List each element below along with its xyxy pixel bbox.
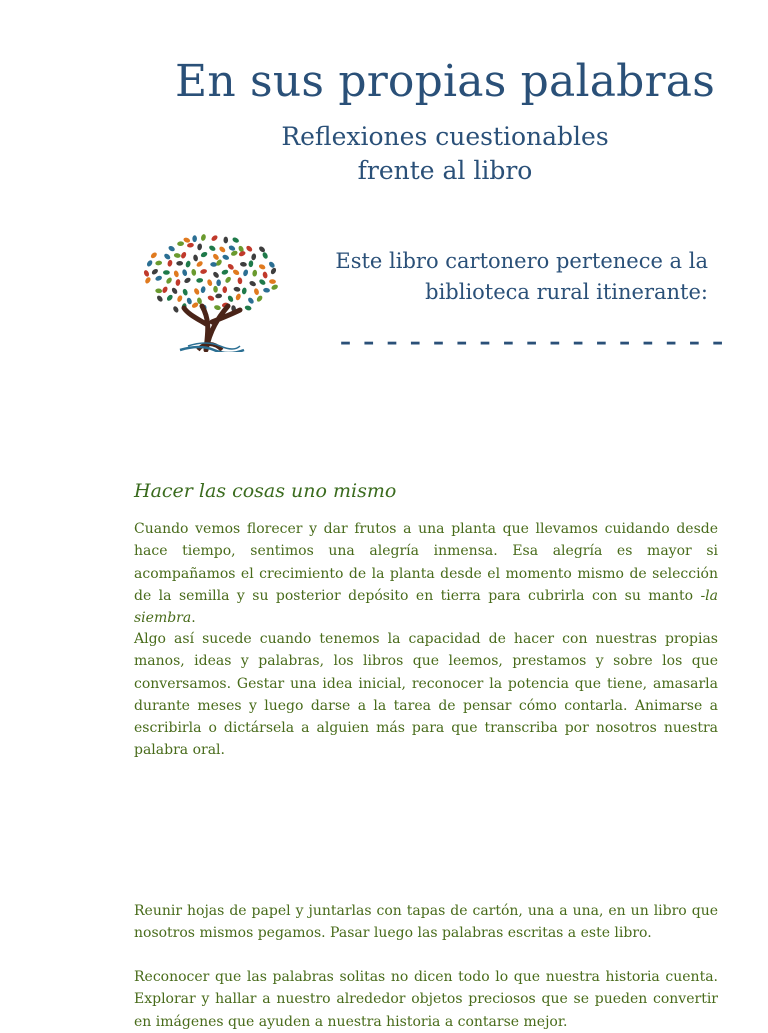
hand-leaf — [156, 295, 164, 303]
hand-leaf — [228, 245, 236, 252]
hand-leaf — [214, 304, 222, 310]
paragraph-3: Reunir hojas de papel y juntarlas con tapas de cartón, una a una, en un libro que nosotros mismos pegamos. Pasar luego las palabras escritas a este libro. — [134, 903, 718, 942]
paragraph-1-end: . — [191, 610, 196, 627]
hand-leaf — [271, 284, 279, 291]
hand-leaf — [207, 295, 215, 302]
hand-leaf — [224, 276, 232, 284]
hand-leaf — [227, 295, 235, 303]
hand-leaf — [180, 251, 187, 259]
ownership-line-2: biblioteca rural itinerante: — [425, 280, 708, 304]
hand-leaf — [191, 269, 197, 276]
subtitle-line-1: Reflexiones cuestionables — [281, 122, 609, 151]
hand-leaf — [232, 269, 240, 277]
hand-leaf — [167, 259, 173, 267]
hand-leaf — [262, 271, 268, 279]
hand-leaf — [213, 286, 218, 293]
hand-leaf — [155, 275, 163, 282]
hand-leaf — [218, 245, 226, 253]
hand-leaf — [163, 253, 171, 261]
hand-leaf — [193, 287, 200, 295]
hand-leaf — [200, 234, 206, 242]
hand-leaf — [182, 269, 188, 277]
subtitle-line-2: frente al libro — [357, 156, 533, 185]
hand-leaf — [222, 254, 230, 261]
hand-leaf — [232, 236, 240, 243]
hand-leaf — [252, 270, 257, 277]
hand-leaf — [245, 245, 253, 253]
hand-leaf — [144, 276, 152, 284]
hand-leaf — [200, 251, 208, 258]
hand-leaf — [242, 269, 248, 277]
hand-leaf — [200, 286, 206, 294]
hand-leaf — [240, 262, 247, 267]
hand-leaf — [197, 243, 203, 250]
hand-leaf — [183, 237, 191, 244]
hand-leaf — [258, 278, 266, 286]
hand-leaf — [258, 263, 266, 270]
hand-leaf — [263, 288, 270, 293]
hand-leaf — [163, 270, 170, 275]
hand-leaf — [215, 293, 222, 298]
hand-leaf — [230, 250, 238, 257]
hand-leaf — [233, 286, 241, 292]
hand-leaf — [221, 269, 229, 276]
hand-leaf — [247, 297, 255, 305]
hand-leaf — [155, 260, 162, 266]
hand-leaf — [176, 295, 183, 303]
hand-leaf — [143, 269, 150, 277]
hand-leaf — [172, 305, 179, 313]
hand-leaf — [210, 234, 218, 242]
tree-of-hands-icon — [140, 232, 286, 352]
hand-leaf — [244, 305, 252, 311]
paragraph-2: Algo así sucede cuando tenemos la capacidad de hacer con nuestras propias manos, ideas y palabras, los libros que leemos, prestamos y sobre los que conversamos. Gestar una idea inicial, reconocer la potencia que tiene, amasarla durante meses y luego darse a la tarea de pensar cómo contarla. Animarse a escribirla o dictársela a alguien más para que transcriba por nosotros nuestra palabra oral. — [134, 631, 718, 759]
hand-leaf — [222, 286, 227, 293]
hand-leaf — [155, 288, 162, 293]
hand-leaf — [253, 288, 259, 296]
section-heading: Hacer las cosas uno mismo — [134, 480, 397, 502]
hand-leaf — [175, 279, 181, 286]
hand-leaf — [186, 297, 193, 305]
hand-leaf — [183, 277, 191, 284]
hand-leaf — [251, 253, 257, 260]
document-subtitle — [0, 120, 768, 188]
hand-leaf — [216, 279, 221, 286]
hand-leaf — [249, 280, 257, 287]
hand-leaf — [150, 251, 158, 259]
hand-leaf — [166, 294, 174, 302]
hand-leaf — [151, 268, 159, 276]
hand-leaf — [146, 259, 154, 267]
hand-leaf — [173, 270, 179, 278]
ownership-statement — [288, 246, 708, 308]
hand-leaf — [235, 293, 242, 301]
hand-leaf — [206, 279, 213, 287]
hand-leaf — [270, 267, 277, 275]
hand-leaf — [210, 262, 217, 267]
hand-leaf — [268, 261, 276, 269]
hand-leaf — [200, 269, 208, 275]
hand-leaf — [165, 276, 173, 284]
hand-leaf — [258, 245, 266, 253]
hand-leaf — [248, 260, 253, 267]
hand-leaf — [208, 245, 216, 252]
hand-leaf — [237, 277, 242, 284]
hand-leaf — [193, 254, 199, 262]
paragraph-1 — [134, 518, 718, 629]
hand-leaf — [256, 295, 264, 303]
hand-leaf — [185, 260, 191, 268]
document-title: En sus propias palabras — [175, 56, 715, 107]
hand-leaf — [212, 271, 220, 279]
hand-leaf — [196, 278, 203, 283]
library-name-blank: – – – – – – – – – – – – – – – – – — [340, 330, 726, 355]
hand-leaf — [212, 253, 220, 261]
hand-leaf — [177, 241, 184, 246]
hand-leaf — [196, 260, 204, 268]
hand-leaf — [223, 237, 228, 244]
hand-leaf — [174, 253, 181, 259]
hand-leaf — [171, 287, 179, 295]
hand-leaf — [161, 286, 168, 294]
hand-leaf — [241, 287, 247, 294]
ownership-line-1: Este libro cartonero pertenece a la — [335, 249, 708, 273]
hand-leaf — [227, 263, 235, 271]
hand-leaf — [192, 235, 197, 242]
hand-leaf — [176, 261, 183, 266]
paragraph-4: Reconocer que las palabras solitas no dicen todo lo que nuestra historia cuenta. Explorar y hallar a nuestro alrededor objetos preciosos que se pueden convertir en imágenes que ayuden a nuestra historia a contarse mejor. — [134, 969, 718, 1030]
hand-leaf — [269, 279, 276, 284]
paragraph-1-emphasis: la siembra — [134, 587, 718, 627]
paragraph-1-text: Cuando vemos florecer y dar frutos a una planta que llevamos cuidando desde hace tiempo, sentimos una alegría inmensa. Esa alegría es mayor si acompañamos el crecimiento de la planta desde el momento mismo de selección de la semilla y su posterior depósito en tierra para cubrirla con su manto - — [134, 521, 718, 604]
hand-leaf — [182, 288, 189, 296]
hand-leaf — [262, 251, 269, 259]
hand-leaf — [187, 242, 194, 248]
hand-leaf — [168, 245, 176, 253]
